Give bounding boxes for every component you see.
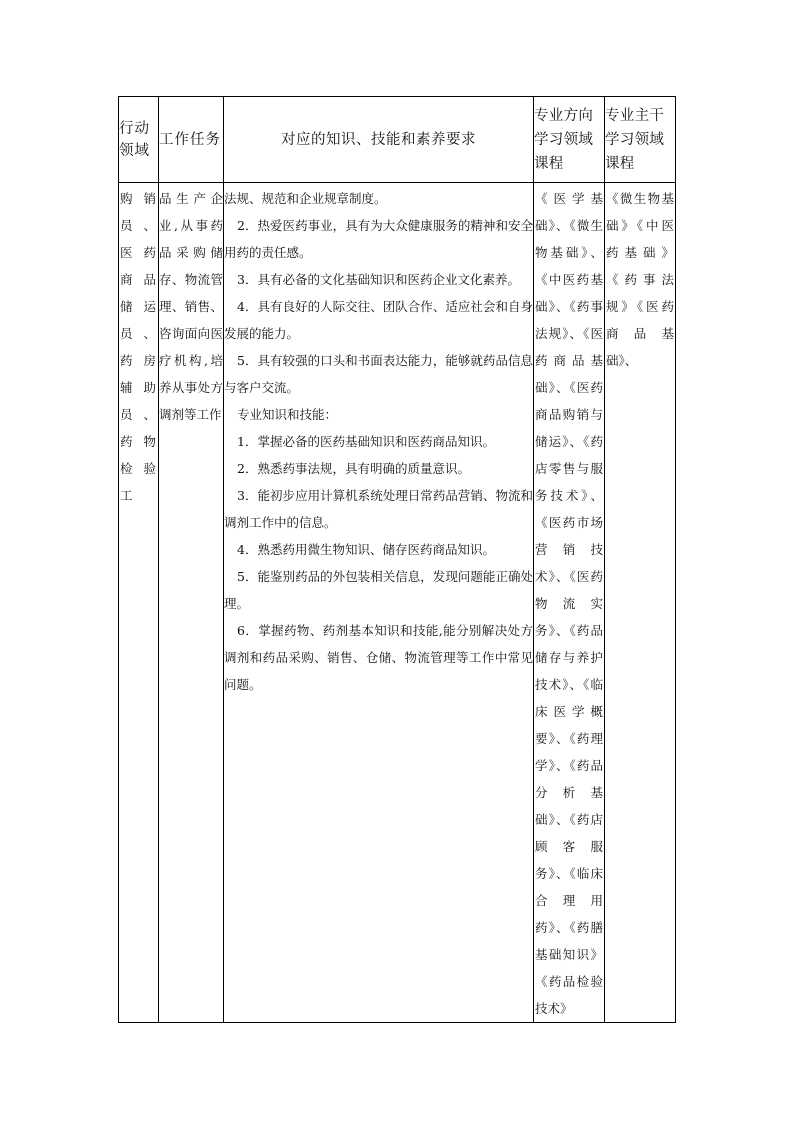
requirement-item: 4．熟悉药用微生物知识、储存医药商品知识。 [237, 542, 495, 557]
header-action-domain: 行动领域 [119, 97, 159, 183]
requirement-item: 2．热爱医药事业，具有为大众健康服务的精神和安全用药的责任感。 [224, 218, 533, 260]
header-direction-courses: 专业方向学习领域课程 [534, 97, 605, 183]
curriculum-table [118, 96, 676, 1023]
cell-action-domain [119, 183, 159, 1023]
direction-courses-text: 《医学基础》、《微生物基础》、《中医药基础》、《药事法规》、《医药商品基础》、《医药商品购销与储运》、《药店零售与服务技术》、《医药市场营销技术》、《医药物流实务》、《药品储存与养护技术》、《临床医学概要》、《药理学》、《药品分析基础》、《药店顾客服务》、《临床合理用药》、《药膳基础知识》《药品检验技术》 [535, 191, 603, 1016]
header-work-task: 工作任务 [159, 97, 224, 183]
work-task-text: 品生产企业,从事药品采购储存、物流管理、销售、咨询面向医疗机构,培养从事处方调剂等工作 [159, 191, 223, 422]
cell-direction-courses [534, 183, 605, 1023]
requirement-item: 6．掌握药物、药剂基本知识和技能,能分别解决处方调剂和药品采购、销售、仓储、物流管理等工作中常见问题。 [224, 623, 533, 692]
section-heading: 专业知识和技能： [237, 407, 338, 422]
core-courses-text: 《微生物基础》《中医药基础》《药事法规》《医药商品基础》、 [606, 191, 674, 368]
requirement-item: 5．能鉴别药品的外包装相关信息，发现问题能正确处理。 [224, 569, 533, 611]
cell-work-task [159, 183, 224, 1023]
requirement-item: 3．能初步应用计算机系统处理日常药品营销、物流和调剂工作中的信息。 [224, 488, 533, 530]
header-row [119, 97, 676, 183]
header-core-courses: 专业主干学习领域课程 [605, 97, 676, 183]
requirement-item: 5．具有较强的口头和书面表达能力，能够就药品信息与客户交流。 [224, 353, 533, 395]
cell-requirements [224, 183, 534, 1023]
requirements-text [224, 183, 533, 698]
table-row [119, 183, 676, 1023]
header-requirements: 对应的知识、技能和素养要求 [224, 97, 534, 183]
requirement-item: 3．具有必备的文化基础知识和医药企业文化素养。 [237, 272, 520, 287]
requirement-item: 法规、规范和企业规章制度。 [224, 191, 387, 206]
requirement-item: 4．具有良好的人际交往、团队合作、适应社会和自身发展的能力。 [224, 299, 533, 341]
action-domain-text: 购销员、医药商品储运员、药房辅助员、药物检验工 [120, 191, 157, 503]
cell-core-courses [605, 183, 676, 1023]
requirement-item: 2．熟悉药事法规，具有明确的质量意识。 [237, 461, 470, 476]
requirement-item: 1．掌握必备的医药基础知识和医药商品知识。 [237, 434, 495, 449]
